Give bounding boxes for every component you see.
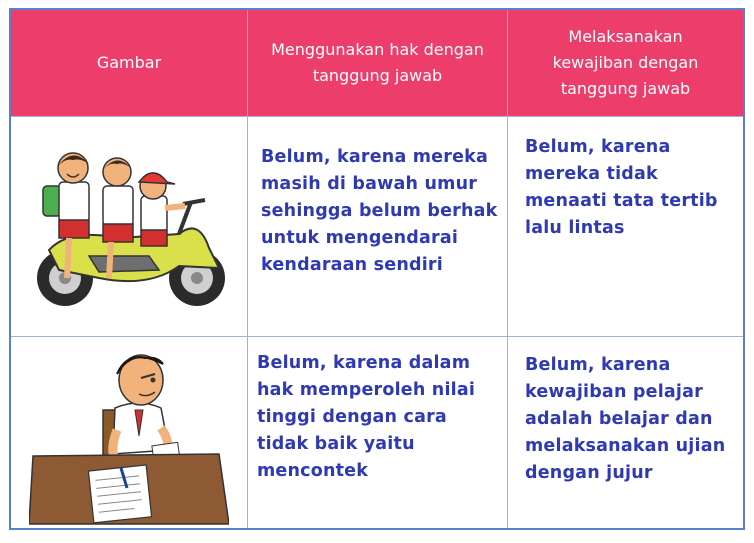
column-divider [247, 10, 248, 528]
row-divider [11, 116, 743, 117]
row1-hak-text: Belum, karena mereka masih di bawah umur sehingga belum berhak untuk mengendarai kendaraan sendiri [261, 147, 498, 275]
column-divider [507, 10, 508, 528]
rights-obligations-table [9, 8, 745, 530]
header-hak: Menggunakan hak dengan tanggung jawab [271, 40, 484, 85]
student-exam-image [29, 344, 229, 528]
table-header-row [11, 10, 743, 116]
row2-kewajiban-text: Belum, karena kewajiban pelajar adalah belajar dan melaksanakan ujian dengan jujur [525, 355, 726, 483]
header-kewajiban: Melaksanakan kewajiban dengan tanggung jawab [552, 27, 699, 98]
row-divider [11, 336, 743, 337]
row2-hak-text: Belum, karena dalam hak memperoleh nilai tinggi dengan cara tidak baik yaitu mencontek [257, 353, 476, 481]
motorcycle-children-image [29, 138, 229, 318]
row1-kewajiban-text: Belum, karena mereka tidak menaati tata tertib lalu lintas [525, 137, 718, 238]
header-gambar: Gambar [96, 53, 162, 72]
